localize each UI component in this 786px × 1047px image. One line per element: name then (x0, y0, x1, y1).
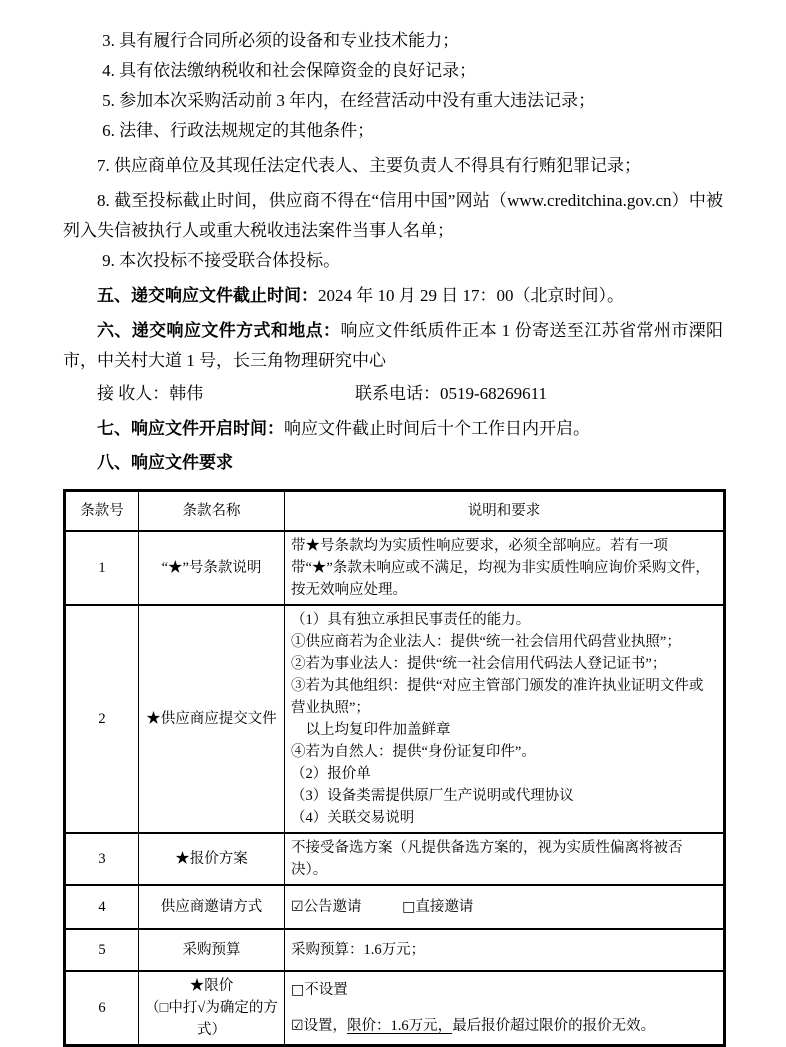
section-five-text: 2024 年 10 月 29 日 17：00（北京时间）。 (318, 286, 624, 305)
clause-no: 1 (65, 531, 139, 605)
section-eight-heading (63, 448, 723, 478)
intro-item-8: 8. 截至投标截止时间，供应商不得在“信用中国”网站（www.creditchina.gov.cn）中被列入失信被执行人或重大税收违法案件当事人名单； (63, 191, 723, 240)
description-line: 采购预算：1.6万元； (291, 942, 426, 958)
option-announce-invite (291, 899, 362, 915)
clause-description (285, 531, 725, 605)
header-clause-name: 条款名称 (139, 491, 285, 532)
option-label: 直接邀请 (415, 899, 474, 915)
section-eight-label: 八、响应文件要求 (97, 453, 233, 472)
clause-name: 供应商邀请方式 (139, 885, 285, 929)
clause-name-line: ★限价 (189, 978, 234, 994)
option-label: 不设置 (304, 982, 348, 998)
intro-item-9: 9. 本次投标不接受联合体投标。 (102, 251, 341, 270)
clause-name: ★报价方案 (139, 833, 285, 885)
intro-item-7: 7. 供应商单位及其现任法定代表人、主要负责人不得具有行贿犯罪记录； (97, 156, 641, 175)
option-label-suffix: 最后报价超过限价的报价无效。 (452, 1018, 656, 1034)
contact-line (63, 379, 723, 409)
header-clause-no: 条款号 (65, 491, 139, 532)
section-six-label: 六、递交响应文件方式和地点： (97, 321, 341, 340)
intro-item-6: 6. 法律、行政法规规定的其他条件； (102, 121, 375, 140)
description-line: （1）具有独立承担民事责任的能力。 (291, 612, 531, 628)
description-line: （2）报价单 (291, 766, 371, 782)
option-limit-set (291, 1015, 717, 1037)
clause-no: 4 (65, 885, 139, 929)
checkbox-checked-icon: ☑ (291, 1018, 304, 1034)
description-line: ③若为其他组织：提供“对应主管部门颁发的准许执业证明文件或营业执照”； (291, 678, 704, 716)
description-line: ②若为事业法人：提供“统一社会信用代码法人登记证书”； (291, 656, 667, 672)
description-line: 以上均复印件加盖鲜章 (291, 722, 451, 738)
clause-no: 2 (65, 605, 139, 833)
clause-name: “★”号条款说明 (139, 531, 285, 605)
table-row (65, 929, 725, 971)
table-header-row (65, 491, 725, 532)
section-six (63, 316, 723, 376)
table-row (65, 833, 725, 885)
intro-item-4: 4. 具有依法缴纳税收和社会保障资金的良好记录； (102, 61, 477, 80)
table-row (65, 971, 725, 1046)
table-row (65, 885, 725, 929)
section-five (63, 281, 723, 311)
intro-item-5: 5. 参加本次采购活动前 3 年内，在经营活动中没有重大违法记录； (102, 91, 596, 110)
option-label: 公告邀请 (303, 899, 362, 915)
description-line: 不接受备选方案（凡提供备选方案的，视为实质性偏离将被否决）。 (291, 840, 683, 878)
clause-no: 6 (65, 971, 139, 1046)
section-seven (63, 414, 723, 444)
option-direct-invite (402, 899, 473, 915)
clause-description (285, 833, 725, 885)
checkbox-unchecked-icon: □ (402, 899, 416, 915)
section-seven-text: 响应文件截止时间后十个工作日内开启。 (284, 419, 590, 438)
clause-name: 采购预算 (139, 929, 285, 971)
table-row (65, 605, 725, 833)
clause-no: 3 (65, 833, 139, 885)
clause-name (139, 971, 285, 1046)
option-no-limit (291, 979, 717, 1001)
table-row (65, 531, 725, 605)
checkbox-unchecked-icon: □ (291, 982, 305, 998)
requirements-table (63, 489, 726, 1047)
description-line: 带★号条款均为实质性响应要求，必须全部响应。若有一项带“★”条款未响应或不满足，均视为非实质性响应询价采购文件，按无效响应处理。 (291, 538, 710, 598)
clause-description (285, 605, 725, 833)
receiver-name: 接 收人：韩伟 (97, 384, 204, 403)
clause-description (285, 929, 725, 971)
section-six-text: 响应文件纸质件正本 1 份寄送至江苏省常州市溧阳市，中关村大道 1 号，长三角物理研究中心 (63, 321, 724, 370)
description-line: ①供应商若为企业法人：提供“统一社会信用代码营业执照”； (291, 634, 681, 650)
clause-no: 5 (65, 929, 139, 971)
clause-name: ★供应商应提交文件 (139, 605, 285, 833)
description-line: ④若为自然人：提供“身份证复印件”。 (291, 744, 536, 760)
header-description: 说明和要求 (285, 491, 725, 532)
section-five-label: 五、递交响应文件截止时间： (97, 286, 318, 305)
checkbox-checked-icon: ☑ (291, 899, 304, 915)
intro-item-3: 3. 具有履行合同所必须的设备和专业技术能力； (102, 31, 460, 50)
description-line: （3）设备类需提供原厂生产说明或代理协议 (291, 788, 574, 804)
section-seven-label: 七、响应文件开启时间： (97, 419, 284, 438)
clause-description (285, 971, 725, 1046)
limit-price-value: 限价：1.6万元， (347, 1018, 453, 1034)
option-label: 设置， (303, 1018, 348, 1034)
clause-name-line: （□中打√为确定的方式） (145, 1000, 278, 1038)
description-line: （4）关联交易说明 (291, 810, 415, 826)
contact-phone: 联系电话：0519-68269611 (355, 384, 548, 403)
clause-description (285, 885, 725, 929)
